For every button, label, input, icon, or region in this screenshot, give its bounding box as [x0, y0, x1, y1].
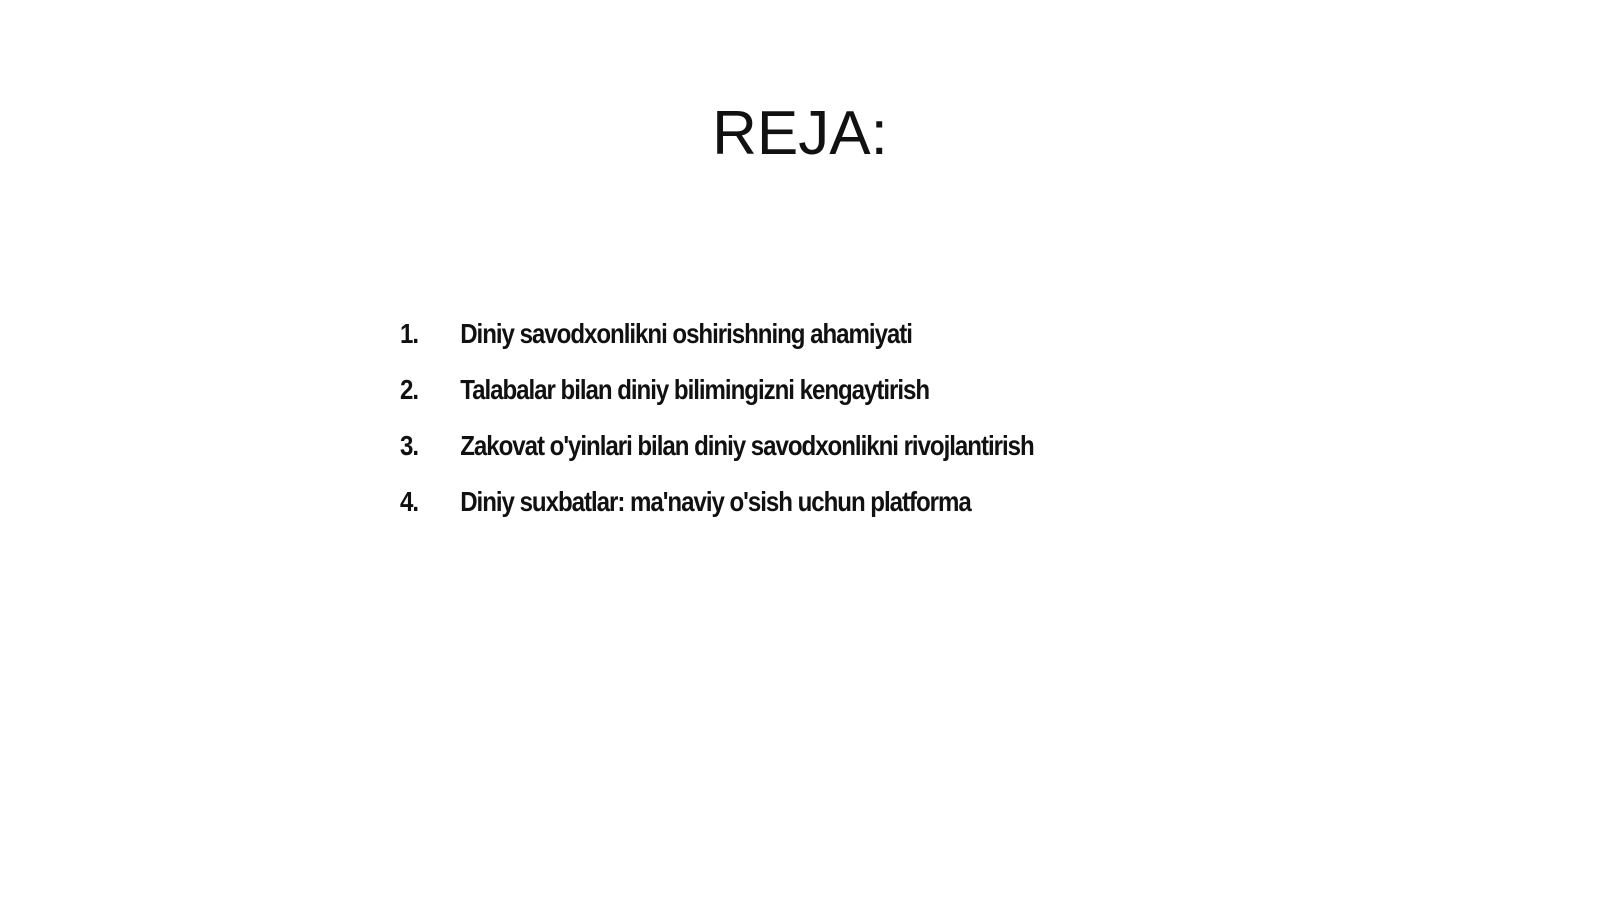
plan-item-1 [400, 318, 1034, 374]
plan-item-2 [400, 374, 1034, 430]
slide-title: REJA: [712, 99, 888, 168]
plan-item-text: Diniy suxbatlar: ma'naviy o'sish uchun platforma [460, 486, 971, 517]
plan-item-number: 3. [400, 430, 419, 461]
plan-item-number: 1. [400, 318, 419, 349]
plan-item-3 [400, 430, 1034, 486]
plan-item-number: 2. [400, 374, 419, 405]
plan-item-4 [400, 486, 1034, 542]
plan-item-text: Zakovat o'yinlari bilan diniy savodxonlikni rivojlantirish [460, 430, 1034, 461]
plan-item-text: Talabalar bilan diniy bilimingizni kengaytirish [460, 374, 930, 405]
plan-list [400, 318, 1137, 542]
plan-item-number: 4. [400, 486, 419, 517]
plan-item-text: Diniy savodxonlikni oshirishning ahamiyati [460, 318, 912, 349]
